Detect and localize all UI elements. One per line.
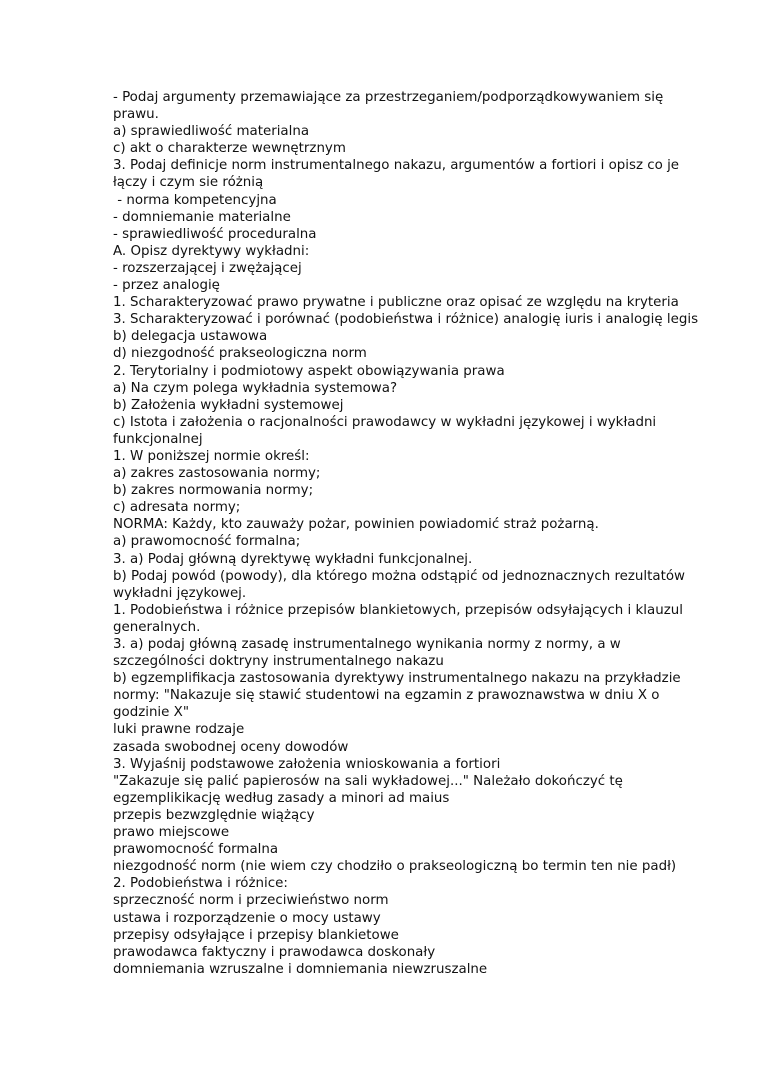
text-line: b) egzemplifikacja zastosowania dyrektywy instrumentalnego nakazu na przykładzie normy: "Nakazuje się stawić studentowi na egzamin z prawoznawstwa w dniu X o godzinie X" [113, 671, 685, 721]
text-line: 3. Scharakteryzować i porównać (podobieństwa i różnice) analogię iuris i analogię legis [113, 312, 699, 328]
text-line: zasada swobodnej oceny dowodów [113, 739, 349, 755]
text-line: domniemania wzruszalne i domniemania niewzruszalne [113, 961, 488, 977]
text-line: 2. Podobieństwa i różnice: [113, 876, 288, 892]
text-line: b) Założenia wykładni systemowej [113, 397, 344, 413]
text-line: a) sprawiedliwość materialna [113, 124, 310, 140]
text-line: b) Podaj powód (powody), dla którego można odstąpić od jednoznacznych rezultatów wykładni językowej. [113, 568, 690, 601]
text-line: - przez analogię [113, 278, 220, 294]
text-line: 1. W poniższej normie określ: [113, 448, 310, 464]
text-line: prawomocność formalna [113, 842, 279, 858]
text-line: a) Na czym polega wykładnia systemowa? [113, 380, 398, 396]
text-line: prawodawca faktyczny i prawodawca doskonały [113, 944, 436, 960]
text-line: A. Opisz dyrektywy wykładni: [113, 243, 310, 259]
text-line: przepis bezwzględnie wiążący [113, 807, 315, 823]
text-line: sprzeczność norm i przeciwieństwo norm [113, 893, 389, 909]
text-line: 3. Wyjaśnij podstawowe założenia wnioskowania a fortiori [113, 756, 501, 772]
text-line: c) adresata normy; [113, 500, 241, 516]
text-line: luki prawne rodzaje [113, 722, 245, 738]
text-line: 3. Podaj definicje norm instrumentalnego nakazu, argumentów a fortiori i opisz co je łączy i czym sie różnią [113, 158, 684, 191]
text-line: 2. Terytorialny i podmiotowy aspekt obowiązywania prawa [113, 363, 505, 379]
text-line: przepisy odsyłające i przepisy blankietowe [113, 927, 399, 943]
text-line: - Podaj argumenty przemawiające za przestrzeganiem/podporządkowywaniem się prawu. [113, 90, 668, 123]
text-line: prawo miejscowe [113, 825, 230, 841]
text-line: 1. Scharakteryzować prawo prywatne i publiczne oraz opisać ze względu na kryteria [113, 295, 679, 311]
text-line: c) Istota i założenia o racjonalności prawodawcy w wykładni językowej i wykładni funkcjonalnej [113, 414, 661, 447]
text-line: - sprawiedliwość proceduralna [113, 226, 317, 242]
text-line: 3. a) podaj główną zasadę instrumentalnego wynikania normy z normy, a w szczególności doktryny instrumentalnego nakazu [113, 637, 625, 670]
text-line: ustawa i rozporządzenie o mocy ustawy [113, 910, 381, 926]
document-text [113, 89, 713, 978]
text-line: a) zakres zastosowania normy; [113, 466, 321, 482]
text-line: 1. Podobieństwa i różnice przepisów blankietowych, przepisów odsyłających i klauzul generalnych. [113, 602, 688, 635]
text-line: - domniemanie materialne [113, 209, 291, 225]
text-line: b) zakres normowania normy; [113, 483, 314, 499]
text-line: d) niezgodność prakseologiczna norm [113, 346, 367, 362]
text-line: a) prawomocność formalna; [113, 534, 301, 550]
text-line: - rozszerzającej i zwężającej [113, 260, 302, 276]
text-line: b) delegacja ustawowa [113, 329, 268, 345]
text-line: c) akt o charakterze wewnętrznym [113, 141, 346, 157]
text-line: 3. a) Podaj główną dyrektywę wykładni funkcjonalnej. [113, 551, 473, 567]
text-line: - norma kompetencyjna [113, 192, 277, 208]
text-line: NORMA: Każdy, kto zauważy pożar, powinien powiadomić straż pożarną. [113, 517, 599, 533]
text-line: "Zakazuje się palić papierosów na sali wykładowej..." Należało dokończyć tę egzemplikikację według zasady a minori ad maius [113, 773, 628, 806]
text-line: niezgodność norm (nie wiem czy chodziło o prakseologiczną bo termin ten nie padł) [113, 859, 677, 875]
